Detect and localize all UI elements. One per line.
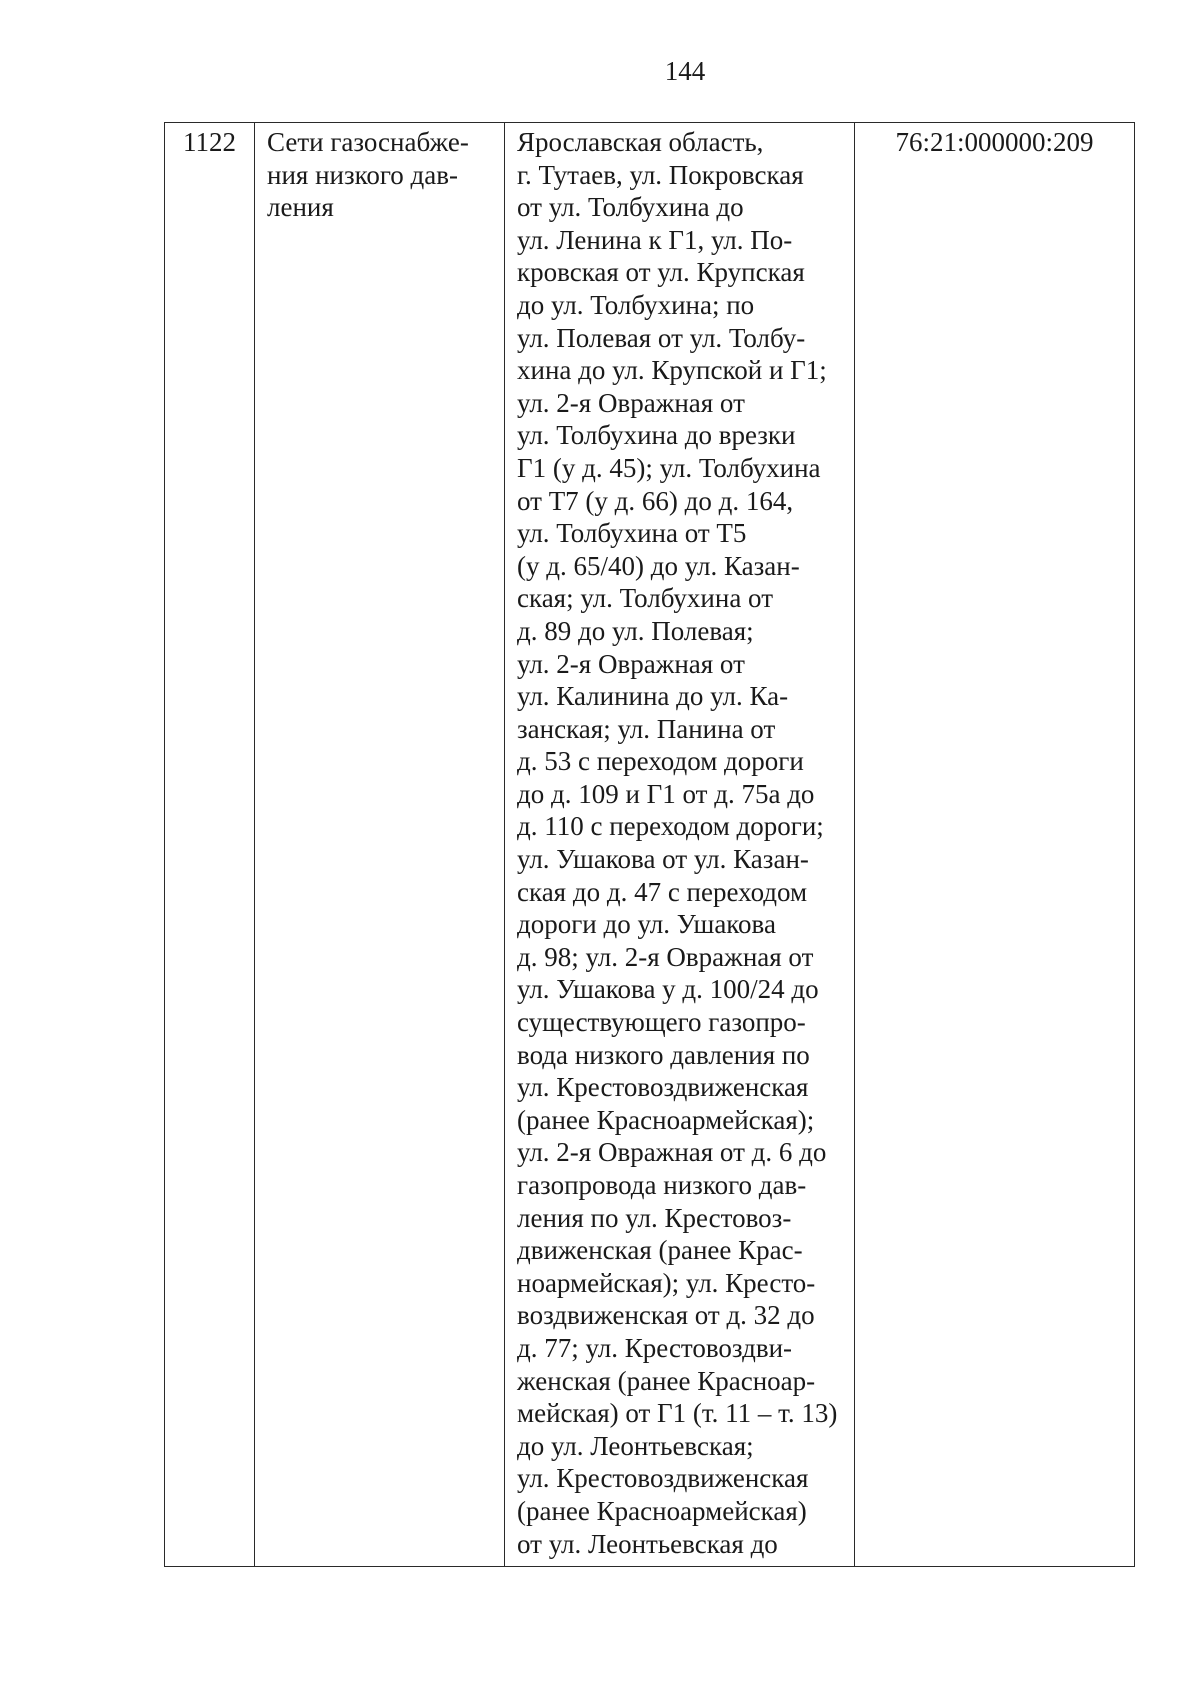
address-line: г. Тутаев, ул. Покровская [517, 159, 804, 190]
address-line: существующего газопро- [517, 1007, 806, 1038]
address-line: до д. 109 и Г1 от д. 75а до [517, 778, 815, 809]
address-line: д. 110 с переходом дороги; [517, 811, 824, 842]
cadastral-number: 76:21:000000:209 [895, 127, 1094, 157]
address-line: ская до д. 47 с переходом [517, 876, 808, 907]
registry-table [164, 122, 1135, 1567]
address-line: Г1 (у д. 45); ул. Толбухина [517, 452, 821, 483]
page-number-container [0, 56, 1200, 86]
address-line: ул. Ленина к Г1, ул. По- [517, 224, 793, 255]
address-line: вода низкого давления по [517, 1039, 810, 1070]
address-line: от ул. Толбухина до [517, 192, 744, 223]
page-number: 144 [664, 56, 706, 86]
address-line: (у д. 65/40) до ул. Казан- [517, 550, 800, 581]
address-line: д. 89 до ул. Полевая; [517, 615, 754, 646]
address-line: (ранее Красноармейская); [517, 1104, 815, 1135]
address-line: д. 77; ул. Крестовоздви- [517, 1332, 793, 1363]
address-line: мейская) от Г1 (т. 11 – т. 13) [517, 1398, 838, 1429]
address-line: ноармейская); ул. Кресто- [517, 1267, 816, 1298]
row-number-cell [165, 123, 255, 1567]
cadastral-cell [855, 123, 1135, 1567]
address-line: дороги до ул. Ушакова [517, 909, 776, 940]
address-text [505, 123, 854, 1560]
table-row [165, 123, 1135, 1567]
address-line: движенская (ранее Крас- [517, 1235, 803, 1266]
address-line: д. 98; ул. 2-я Овражная от [517, 941, 814, 972]
address-line: кровская от ул. Крупская [517, 257, 805, 288]
address-line: воздвиженская от д. 32 до [517, 1300, 815, 1331]
address-line: ул. 2-я Овражная от [517, 387, 745, 418]
address-line: (ранее Красноармейская) [517, 1495, 807, 1526]
object-name-cell [255, 123, 505, 1567]
address-line: занская; ул. Панина от [517, 713, 776, 744]
row-number: 1122 [183, 127, 236, 157]
address-line: ул. 2-я Овражная от д. 6 до [517, 1137, 827, 1168]
address-line: ул. Крестовоздвиженская [517, 1463, 809, 1494]
address-line: д. 53 с переходом дороги [517, 746, 804, 777]
address-line: хина до ул. Крупской и Г1; [517, 355, 827, 386]
address-line: ул. Полевая от ул. Толбу- [517, 322, 806, 353]
address-line: ул. 2-я Овражная от [517, 648, 745, 679]
address-line: ская; ул. Толбухина от [517, 583, 773, 614]
address-line: ул. Калинина до ул. Ка- [517, 681, 789, 712]
address-line: ления по ул. Крестовоз- [517, 1202, 792, 1233]
address-line: от Т7 (у д. 66) до д. 164, [517, 485, 794, 516]
address-line: ул. Ушакова от ул. Казан- [517, 844, 809, 875]
address-line: ул. Крестовоздвиженская [517, 1072, 809, 1103]
address-line: от ул. Леонтьевская до [517, 1528, 778, 1559]
address-line: до ул. Толбухина; по [517, 289, 755, 320]
address-line: газопровода низкого дав- [517, 1170, 807, 1200]
address-line: ул. Ушакова у д. 100/24 до [517, 974, 819, 1005]
object-name-line: ния низкого дав- [267, 159, 458, 190]
address-line: ул. Толбухина до врезки [517, 420, 796, 451]
object-name-line: Сети газоснабже- [267, 127, 469, 157]
address-cell [505, 123, 855, 1567]
address-line: Ярославская область, [517, 127, 764, 157]
address-line: до ул. Леонтьевская; [517, 1430, 754, 1461]
address-line: женская (ранее Красноар- [517, 1365, 816, 1396]
address-line: ул. Толбухина от Т5 [517, 518, 747, 549]
object-name-line: ления [267, 192, 334, 223]
